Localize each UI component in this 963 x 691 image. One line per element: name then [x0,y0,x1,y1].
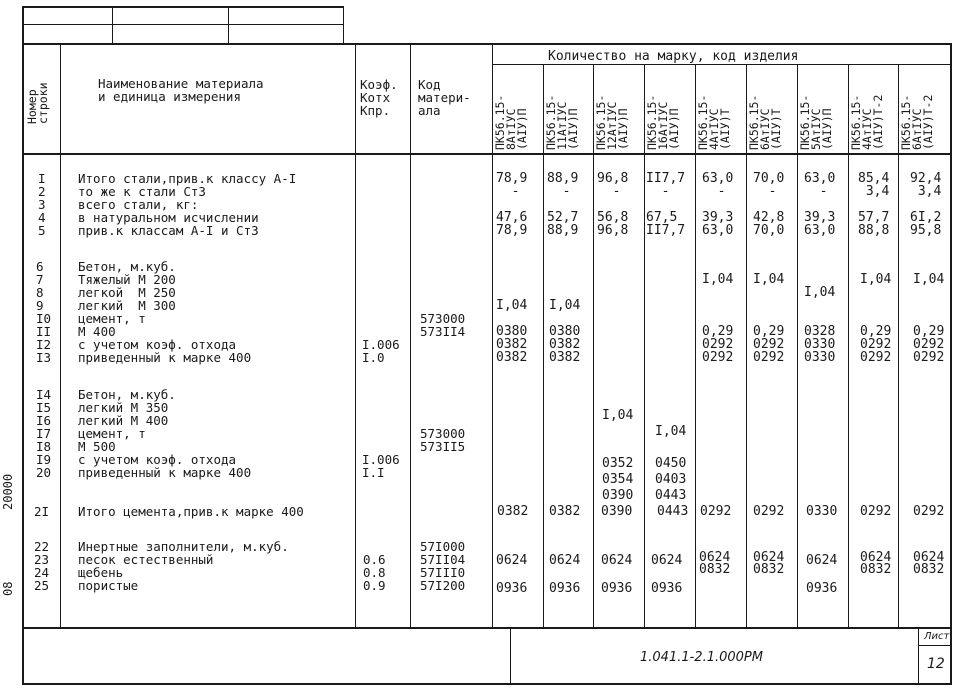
group1-cell-5: 63,0 - 39,3 63,0 [702,171,734,238]
group1-cell-3: 96,8 - 56,8 96,8 [597,171,629,238]
group1-cell-9: 92,4 3,4 6I,2 95,8 [910,171,942,238]
group1-cell-2: 88,9 - 52,7 88,9 [547,171,579,238]
stamp-sheet-line [918,645,951,646]
group1-names: Итого стали,прив.к классу А-I то же к стали Ст3 всего стали, кг: в натуральном исчислении прив.к классам А-I и Ст3 [78,171,297,238]
group3-row-numbers: I4 I5 I6 I7 I8 I9 20 [36,387,52,480]
margin-number-20000: 20000 [1,473,15,510]
top-block-top-line [22,6,344,8]
group2-names: Бетон, м.куб. Тяжелый М 200 легкой М 250 легкий М 300 цемент, т М 400 с учетом коэф. отхода приведенный к марке 400 [78,259,252,365]
qty-header-line [492,64,952,65]
group5-cell-2: 0624 0936 [549,553,581,596]
group4-name: Итого цемента,прив.к марке 400 [78,504,304,519]
top-block-div3 [343,6,344,43]
group2-cell-2: I,04 0380 0382 0382 [549,298,581,365]
group2-cell-7: I,04 0328 0330 0330 [804,285,836,365]
group1-cell-4: II7,7 - 67,5 II7,7 [646,171,686,238]
group4-cell-1: 0382 [497,504,529,519]
group5-cell-9: 0624 0832 [913,550,945,577]
group1-row-numbers: I 2 3 4 5 [38,171,46,238]
group1-cell-1: 78,9 - 47,6 78,9 [496,171,528,238]
group3-names: Бетон, м.куб. легкий М 350 легкий М 400 цемент, т М 500 с учетом коэф. отхода приведенный к марке 400 [78,387,252,480]
group5-cell-1: 0624 0936 [496,553,528,596]
group2-cell-1: I,04 0380 0382 0382 [496,298,528,365]
product-col-9: ПК56.15- 6АтIУС (АIУ)Т-2 [899,94,935,150]
product-col-6: ПК56.15- 6АтIУС (АIУ)Т [747,94,783,150]
product-col-5: ПК56.15- 4АтIУС (АIУ)Т [696,94,732,150]
product-col-4: ПК56.15- 16АтIУС (АIУ)П [645,94,681,150]
group2-coef: I.006 I.0 [362,337,400,365]
col-line-2 [355,44,356,628]
group4-cell-4: 0443 [657,504,689,519]
header-material-name: Наименование материала и единица измерения [98,76,264,104]
group4-cell-6: 0292 [753,504,785,519]
group5-coef: 0.6 0.8 0.9 [363,552,386,593]
col-line-3 [410,44,411,628]
table-bottom [22,627,952,629]
group4-cell-2: 0382 [549,504,581,519]
frame-bottom [22,683,952,685]
product-col-1: ПК56.15- 8АтIУС (АIУ)П [493,94,529,150]
frame-left [22,6,24,684]
product-col-8: ПК56.15- 4АтIУС (АIУ)Т-2 [849,94,885,150]
group4-row-number: 2I [34,504,50,519]
group5-row-numbers: 22 23 24 25 [34,539,50,593]
group2-cell-6: I,04 0,29 0292 0292 [753,272,785,365]
group5-code: 57I000 57II04 57III0 57I200 [420,539,466,593]
top-block-mid-line [22,24,344,25]
table-top [22,43,952,45]
top-block-div1 [112,6,113,43]
group1-cell-6: 70,0 - 42,8 70,0 [753,171,785,238]
top-block-div2 [228,6,229,43]
group1-cell-8: 85,4 3,4 57,7 88,8 [858,171,890,238]
group2-cell-8: I,04 0,29 0292 0292 [860,272,892,365]
sheet-label: Лист [924,631,950,642]
product-col-7: ПК56.15- 5АтIУС (АIУ)П [798,94,834,150]
group5-cell-6: 0624 0832 [753,550,785,577]
group3-code: 573000 573II5 [420,426,466,454]
stamp-left [510,628,511,684]
group5-cell-8: 0624 0832 [860,550,892,577]
frame-right [950,44,952,684]
header-material-code: Код матери- ала [418,77,471,118]
document-code: 1.041.1-2.1.000РМ [640,650,763,665]
group2-row-numbers: 6 7 8 9 I0 II I2 I3 [36,259,52,365]
group3-cell-3: I,04 0352 0354 0390 [602,408,634,503]
product-col-2: ПК56.15- 11АтIУС (АIУ)П [544,94,580,150]
group4-cell-5: 0292 [700,504,732,519]
group3-cell-4: I,04 0450 0403 0443 [655,424,687,503]
group4-cell-7: 0330 [806,504,838,519]
stamp-right [918,628,919,684]
header-quantity: Количество на марку, код изделия [548,49,799,64]
group4-cell-9: 0292 [913,504,945,519]
group2-cell-5: I,04 0,29 0292 0292 [702,272,734,365]
group5-cell-5: 0624 0832 [699,550,731,577]
group5-cell-4: 0624 0936 [651,553,683,596]
group2-code: 573000 573II4 [420,311,466,339]
margin-number-08: 08 [1,581,15,596]
group3-coef: I.006 I.I [362,452,400,480]
group5-cell-3: 0624 0936 [601,553,633,596]
group1-cell-7: 63,0 - 39,3 63,0 [804,171,836,238]
col-line-1 [60,44,61,628]
header-coefficient: Коэф. Котх Кпр. [360,77,398,118]
header-bottom [22,153,952,155]
product-col-3: ПК56.15- 12АтIУС (АIУ)П [594,94,630,150]
group4-cell-8: 0292 [860,504,892,519]
group5-names: Инертные заполнители, м.куб. песок естественный щебень пористые [78,539,289,593]
sheet-number: 12 [927,656,945,672]
header-row-number: Номер строки [25,82,50,124]
group5-cell-7: 0624 0936 [806,553,838,596]
group2-cell-9: I,04 0,29 0292 0292 [913,272,945,365]
group4-cell-3: 0390 [601,504,633,519]
